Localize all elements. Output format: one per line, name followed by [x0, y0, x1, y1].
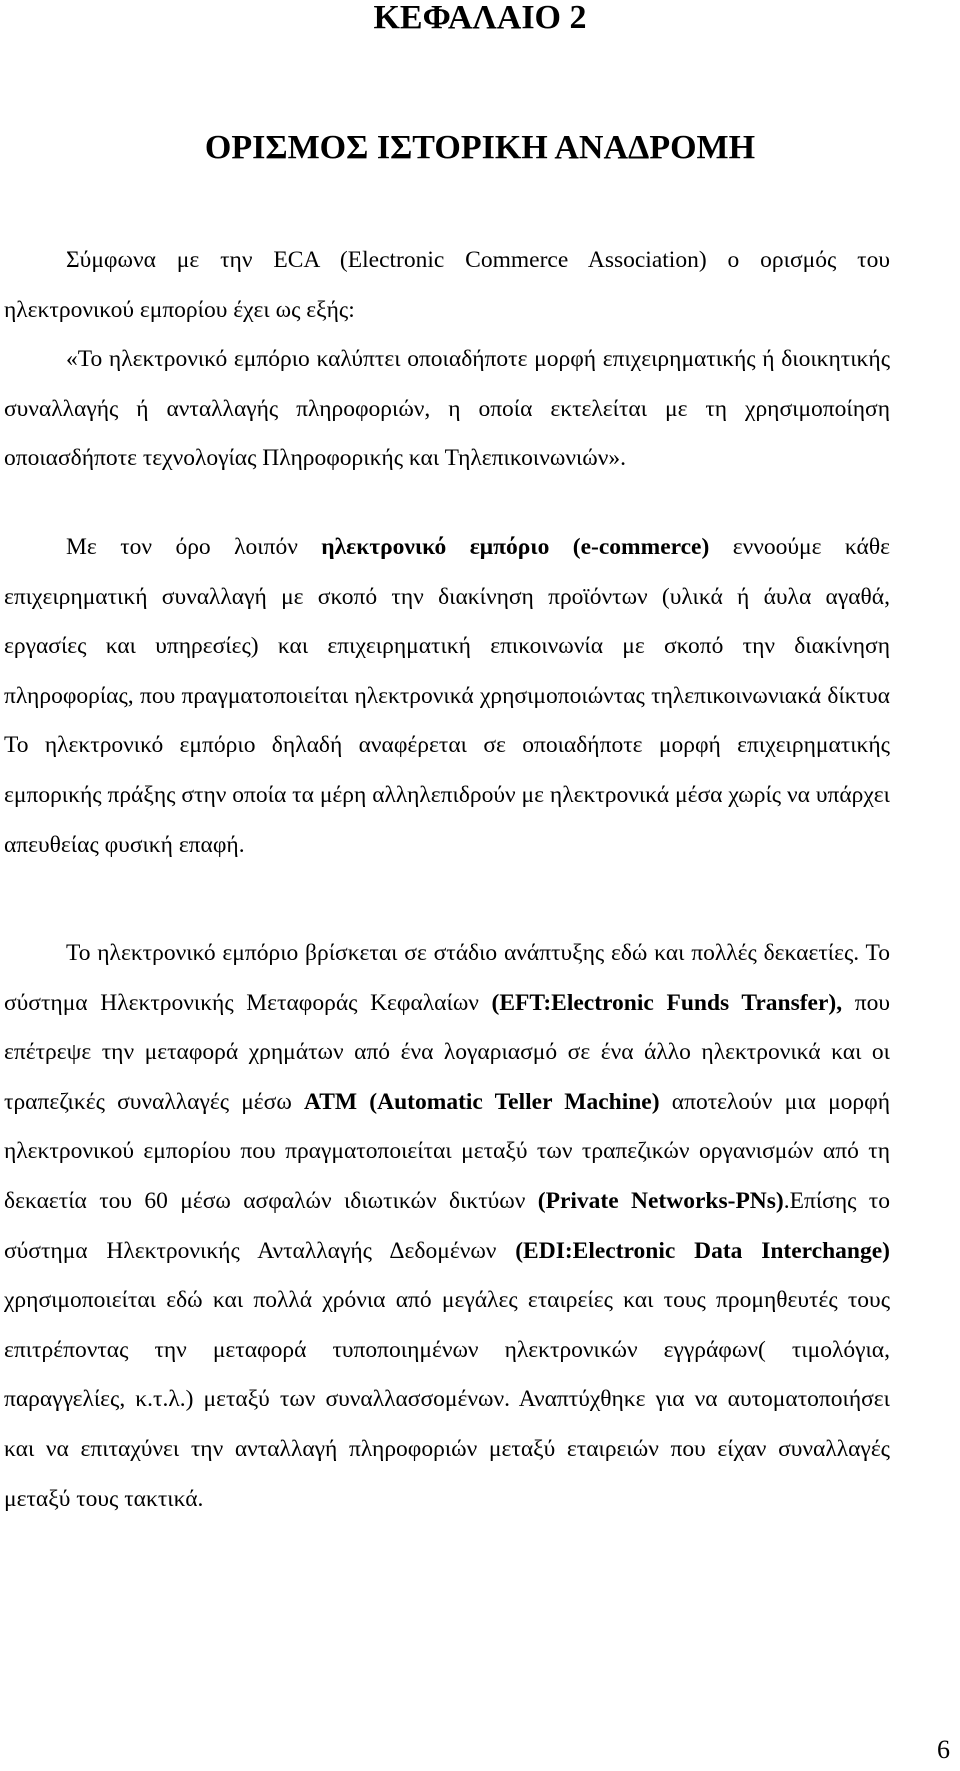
paragraph-text: [4, 523, 890, 870]
text-span: εννοούμε κάθε επιχειρηματική συναλλαγή με σκοπό την διακίνηση προϊόντων (υλικά ή άυλα αγαθά, εργασίες και υπηρεσίες) και επιχειρηματική επικοινωνία με σκοπό την διακίνηση πληροφορίας, που πραγματοποιείται ηλεκτρονικά χρησιμοποιώντας τηλεπικοινωνιακά δίκτυα Το ηλεκτρονικό εμπόριο δηλαδή αναφέρεται σε οποιαδήποτε μορφή επιχειρηματικής εμπορικής πράξης στην οποία τα μέρη αλληλεπιδρούν με ηλεκτρονικά μέσα χωρίς να υπάρχει απευθείας φυσική επαφή.: [4, 534, 890, 858]
bold-term-edi: (EDI:Electronic Data Interchange): [515, 1237, 890, 1264]
bold-term-ecommerce: ηλεκτρονικό εμπόριο (e-commerce): [321, 534, 710, 560]
paragraph-eca-definition-quote: [4, 335, 890, 484]
bold-term-private-networks: (Private Networks-PNs): [537, 1187, 784, 1214]
paragraph-ecommerce-definition: [4, 523, 890, 870]
text-span: που επέτρεψε την μεταφορά χρημάτων από ένα λογαριασμό σε ένα άλλο ηλεκτρονικά και οι τραπεζικές συναλλαγές μέσω: [4, 989, 890, 1115]
text-span: Με τον όρο λοιπόν: [66, 534, 322, 560]
text-span: αποτελούν μια μορφή ηλεκτρονικού εμπορίου που πραγματοποιείται μεταξύ των τραπεζικών οργανισμών από τη δεκαετία του 60 μέσω ασφαλών ιδιωτικών δικτύων: [4, 1088, 890, 1214]
text-span: χρησιμοποιείται εδώ και πολλά χρόνια από μεγάλες εταιρείες και τους προμηθευτές τους επιτρέποντας την μεταφορά τυποποιημένων ηλεκτρονικών εγγράφων( τιμολόγια, παραγγελίες, κ.τ.λ.) μεταξύ των συναλλασσομένων. Αναπτύχθηκε για να αυτοματοποιήσει και να επιταχύνει την ανταλλαγή πληροφοριών μεταξύ εταιρειών που είχαν συναλλαγές μεταξύ τους τακτικά.: [4, 1287, 890, 1512]
section-heading: ΟΡΙΣΜΟΣ ΙΣΤΟΡΙΚΗ ΑΝΑΔΡΟΜΗ: [204, 129, 756, 166]
bold-term-atm: ATM (Automatic Teller Machine): [304, 1088, 660, 1115]
bold-term-eft: (EFT:Electronic Funds Transfer),: [491, 989, 843, 1016]
paragraph-text: [4, 929, 890, 1524]
text-span: .Επίσης το σύστημα Ηλεκτρονικής Ανταλλαγής Δεδομένων: [4, 1187, 890, 1264]
paragraph-history: [4, 929, 890, 1524]
text-span: Το ηλεκτρονικό εμπόριο βρίσκεται σε στάδιο ανάπτυξης εδώ και πολλές δεκαετίες. Το σύστημα Ηλεκτρονικής Μεταφοράς Κεφαλαίων: [4, 940, 890, 1016]
chapter-title: ΚΕΦΑΛΑΙΟ 2: [373, 0, 587, 36]
paragraph-eca-definition-intro: [4, 236, 890, 335]
page-number: 6: [937, 1735, 950, 1764]
paragraph-text: «Το ηλεκτρονικό εμπόριο καλύπτει οποιαδήποτε μορφή επιχειρηματικής ή διοικητικής συναλλαγής ή ανταλλαγής πληροφοριών, η οποία εκτελείται με τη χρησιμοποίηση οποιασδήποτε τεχνολογίας Πληροφορικής και Τηλεπικοινωνιών».: [4, 346, 890, 472]
paragraph-text: Σύμφωνα με την ECA (Electronic Commerce Association) ο ορισμός του ηλεκτρονικού εμπορίου έχει ως εξής:: [4, 247, 890, 323]
